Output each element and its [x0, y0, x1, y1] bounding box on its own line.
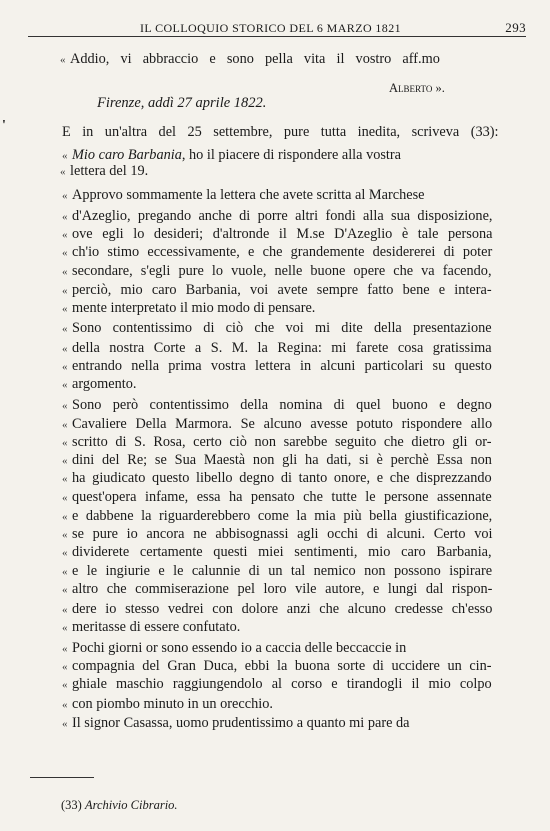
text-line [62, 469, 492, 489]
quote-mark: « [60, 166, 66, 178]
line-text: se pure io ancora ne abbisognassi agli occhi di alcuni. Certo voi [72, 526, 493, 542]
text-line [62, 562, 492, 582]
quote-mark: « [62, 511, 68, 523]
quote-mark: « [62, 303, 68, 315]
line-text: dividerete certamente questi miei sentimenti, mio caro Barbania, [72, 544, 492, 560]
quote-mark: « [62, 718, 68, 730]
line-text: compagnia del Gran Duca, ebbi la buona sorte di uccidere un cin- [72, 658, 492, 674]
line-text: lettera del 19. [70, 163, 149, 179]
quote-mark: « [62, 247, 68, 259]
line-text: dere io stesso vedrei con dolore anzi che alcuno credesse ch'esso [72, 601, 493, 617]
text-line [62, 451, 492, 471]
quote-mark: « [62, 419, 68, 431]
text-line [62, 186, 425, 206]
text-line [62, 525, 492, 545]
line-text: ove egli lo desideri; d'altronde il M.se D'Azeglio è tale persona [72, 226, 493, 242]
text-line [62, 357, 492, 377]
text-line [62, 299, 315, 319]
line-text: argomento. [72, 376, 137, 392]
line-text: della nostra Corte a S. M. la Regina: mi farete cosa gratissima [72, 340, 492, 356]
line-text: e dabbene la riguarderebbero come la mia più bella giustificazione, [72, 508, 493, 524]
footnote-number: (33) [61, 798, 82, 812]
running-title: IL COLLOQUIO STORICO DEL 6 MARZO 1821 [140, 21, 402, 35]
line-text: E in un'altra del 25 settembre, pure tutta inedita, scriveva (33): [62, 124, 499, 140]
footnote-rule [30, 777, 94, 778]
footnote [61, 798, 178, 813]
line-text: altro che commiserazione pel loro vile autore, e lungi dal rispon- [72, 581, 493, 597]
quote-mark: « [62, 190, 68, 202]
line-text: ha giudicato questo libello degno di tanto onore, e che disprezzando [72, 470, 492, 486]
text-line [62, 123, 499, 142]
quote-mark: « [62, 285, 68, 297]
quote-mark: « [62, 400, 68, 412]
line-text: secondare, s'egli pure lo vuole, nelle buone opere che va facendo, [72, 263, 492, 279]
text-line [62, 207, 492, 227]
header-rule [28, 36, 526, 37]
text-line [62, 488, 492, 508]
text-line [60, 162, 148, 182]
line-text: Approvo sommamente la lettera che avete scritta al Marchese [72, 187, 425, 203]
line-text: Cavaliere Della Marmora. Se alcuno avesse potuto rispondere allo [72, 416, 493, 432]
text-line [62, 580, 492, 600]
date-line: Firenze, addì 27 aprile 1822. [97, 95, 267, 111]
signature: Alberto ». [389, 81, 445, 95]
quote-mark: « [62, 661, 68, 673]
text-line [62, 600, 492, 620]
quote-mark: « [62, 699, 68, 711]
salutation: Mio caro Barbania [72, 147, 182, 163]
line-text: Il signor Casassa, uomo prudentissimo a quanto mi pare da [72, 715, 410, 731]
text-line [62, 639, 406, 659]
line-text: ghiale maschio raggiungendolo al corso e tirandogli il mio colpo [72, 676, 492, 692]
line-text: mente interpretato il mio modo di pensare. [72, 300, 316, 316]
line-text: quest'opera infame, essa ha pensato che tutte le persone assennate [72, 489, 492, 505]
text-line [62, 339, 492, 359]
quote-mark: « [62, 211, 68, 223]
line-text: Mio caro Barbania, ho il piacere di rispondere alla vostra [72, 147, 402, 163]
quote-mark: « [62, 361, 68, 373]
text-line [62, 281, 492, 301]
quote-mark: « [62, 584, 68, 596]
quote-mark: « [62, 437, 68, 449]
running-header [28, 18, 526, 38]
quote-mark: « [62, 622, 68, 634]
quote-mark: « [62, 455, 68, 467]
line-text: perciò, mio caro Barbania, voi avete sempre fatto bene e intera- [72, 282, 492, 298]
text-line [62, 714, 410, 734]
text-line [62, 262, 492, 282]
quote-mark: « [62, 566, 68, 578]
quote-mark: « [62, 379, 68, 391]
line-text: e le ingiurie e le calunnie di un tal nemico non possono ispirare [72, 563, 493, 579]
text-line [62, 225, 492, 245]
page-number: 293 [505, 20, 526, 35]
line-text: Sono però contentissimo della nomina di quel buono e degno [72, 397, 492, 413]
quote-mark: « [62, 529, 68, 541]
text-line [62, 695, 273, 715]
text-line [62, 657, 492, 677]
text-line [62, 543, 492, 563]
text-line [62, 618, 240, 638]
quote-mark: « [60, 54, 66, 66]
quote-mark: « [62, 150, 68, 162]
footnote-text: Archivio Cibrario. [84, 798, 178, 812]
text-line [62, 675, 492, 695]
line-text: Addio, vi abbraccio e sono pella vita il vostro aff.mo [70, 51, 440, 67]
text-line [62, 319, 492, 339]
quote-mark: « [62, 323, 68, 335]
line-text: entrando nella prima vostra lettera in alcuni particolari su questo [72, 358, 492, 374]
text-line [62, 396, 492, 416]
text-line [62, 507, 492, 527]
quote-mark: « [62, 266, 68, 278]
line-text: meritasse di essere confutato. [72, 619, 241, 635]
line-text: con piombo minuto in un orecchio. [72, 696, 273, 712]
margin-mark: ' [2, 118, 6, 133]
quote-mark: « [62, 343, 68, 355]
text-line [62, 415, 492, 435]
text-line [60, 50, 440, 70]
quote-mark: « [62, 492, 68, 504]
line-text: d'Azeglio, pregando anche di porre altri fondi alla sua disposizione, [72, 208, 493, 224]
line-text: Sono contentissimo di ciò che voi mi dite della presentazione [72, 320, 492, 336]
quote-mark: « [62, 643, 68, 655]
line-text: ch'io stimo eccessivamente, e che grandemente desidererei di poter [72, 244, 493, 260]
text-line [62, 243, 492, 263]
line-text: Pochi giorni or sono essendo io a caccia delle beccaccie in [72, 640, 407, 656]
line-text: dini del Re; se Sua Maestà non gli ha dati, si è perchè Essa non [72, 452, 492, 468]
line-text: scritto di S. Rosa, certo ciò non sarebbe seguito che dietro gli or- [72, 434, 492, 450]
quote-mark: « [62, 604, 68, 616]
quote-mark: « [62, 229, 68, 241]
quote-mark: « [62, 473, 68, 485]
text-line [62, 433, 492, 453]
quote-mark: « [62, 679, 68, 691]
quote-mark: « [62, 547, 68, 559]
text-line [62, 375, 136, 395]
